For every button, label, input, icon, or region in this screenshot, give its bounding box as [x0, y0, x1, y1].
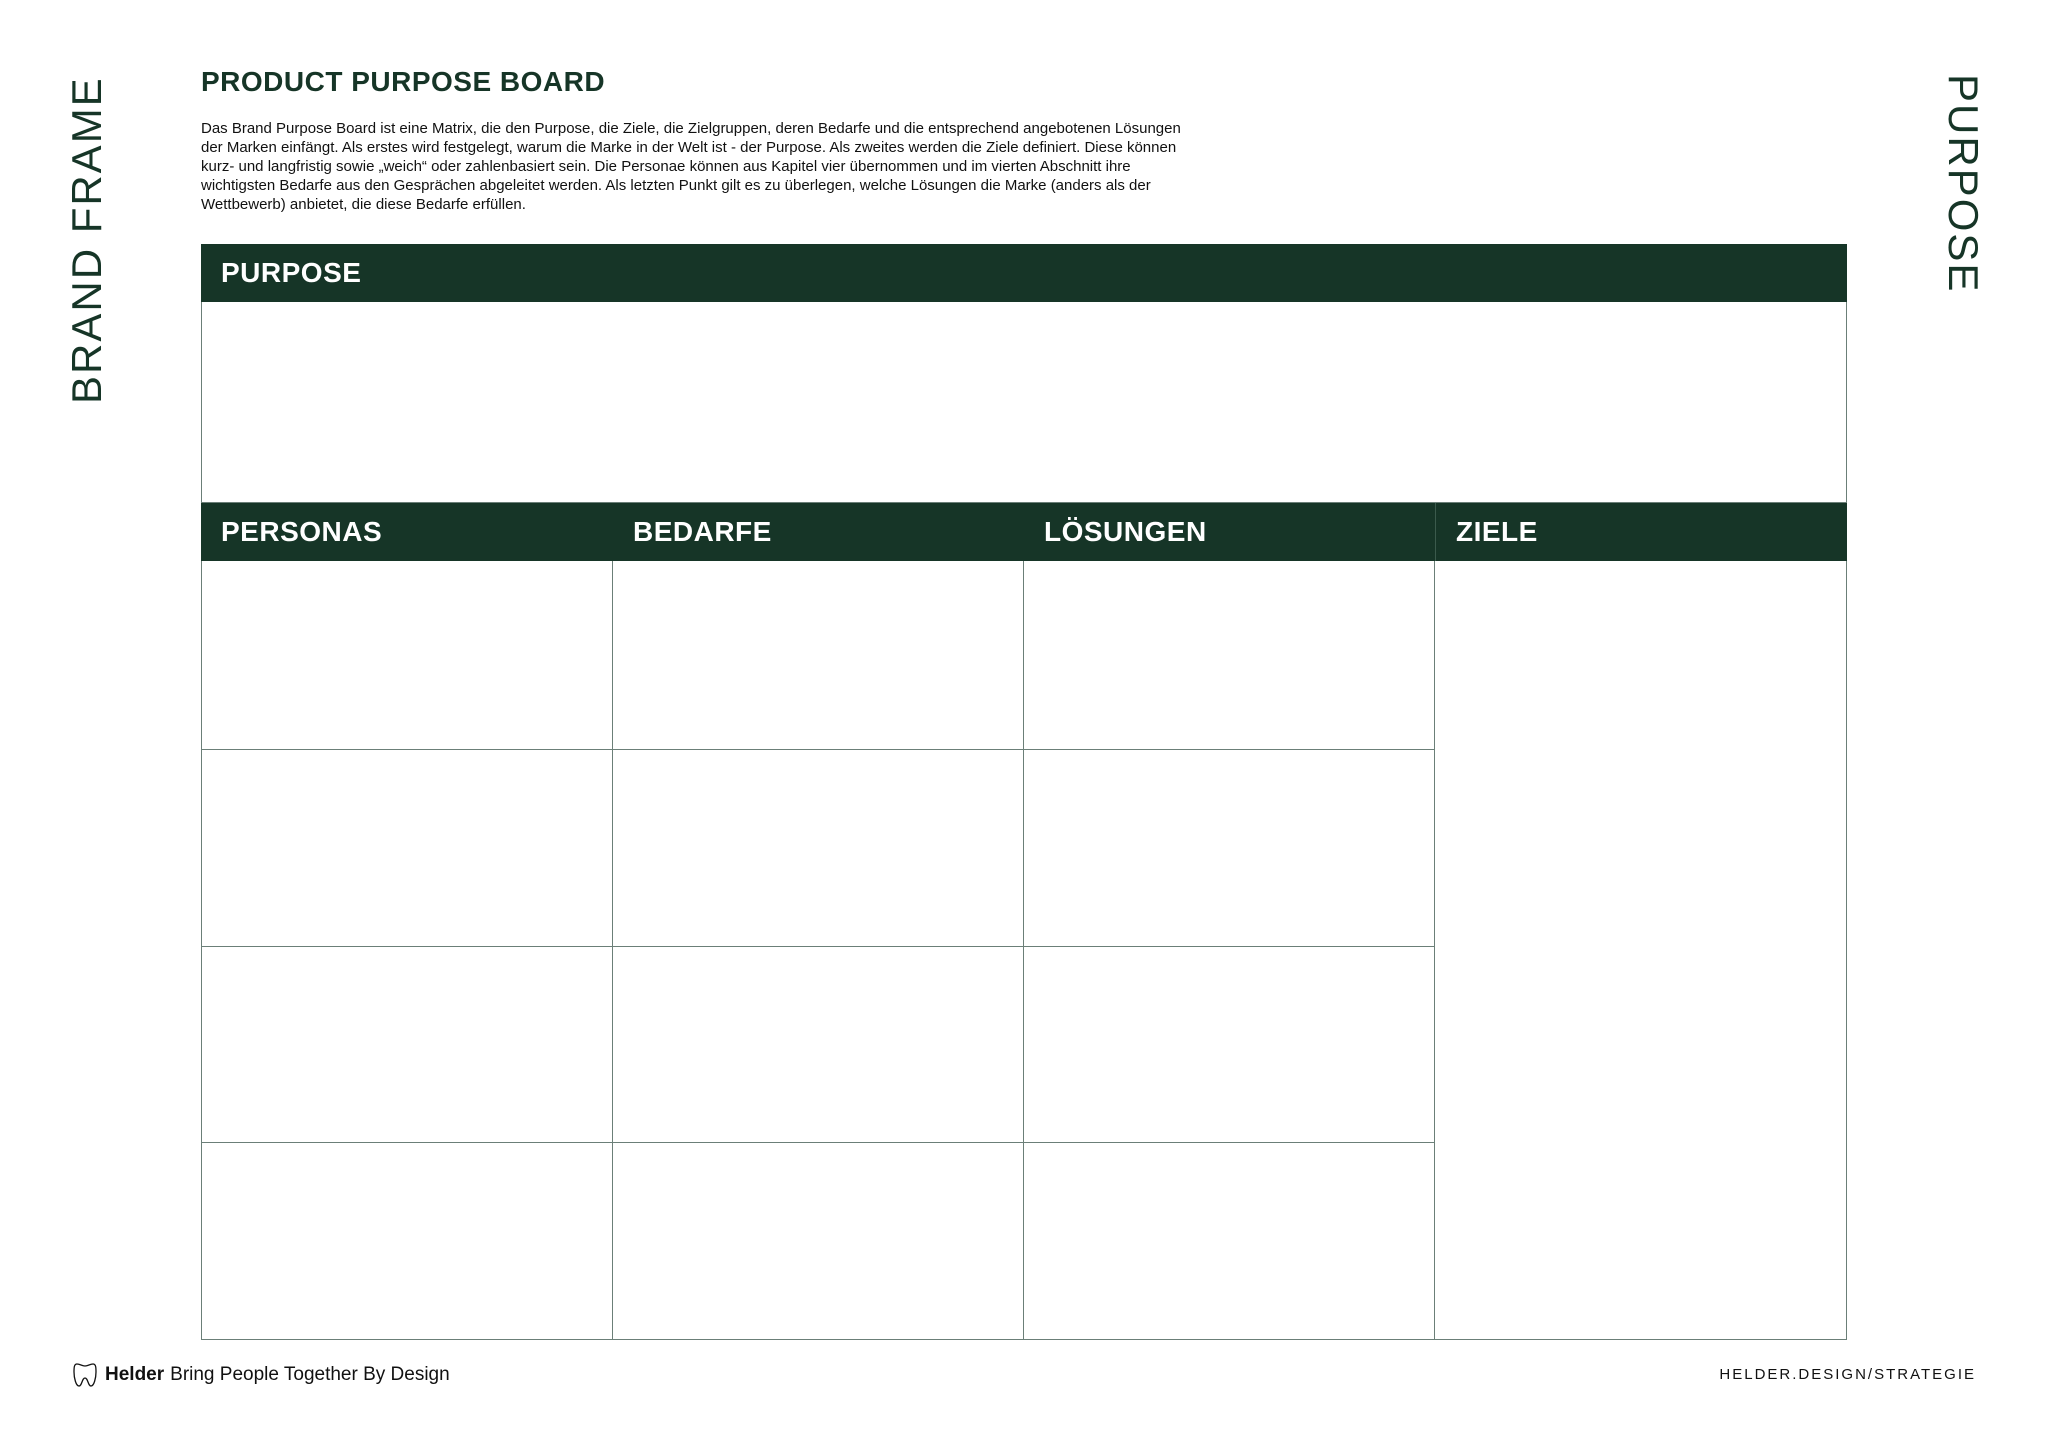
cell-loesungen-2[interactable]: [1024, 750, 1435, 947]
cell-personas-4[interactable]: [201, 1143, 613, 1340]
cell-bedarfe-2[interactable]: [613, 750, 1024, 947]
column-header-loesungen: LÖSUNGEN: [1024, 503, 1435, 561]
footer-brand: [73, 1362, 450, 1388]
page-description: Das Brand Purpose Board ist eine Matrix, die den Purpose, die Ziele, die Zielgruppen, deren Bedarfe und die entsprechend angebotenen Lösungen der Marken einfängt. Als erstes wird festgelegt, warum die Marke in der Welt ist - der Purpose. Als zweites werden die Ziele definiert. Diese können kurz- und langfristig sowie „weich“ oder zahlenbasiert sein. Die Personae können aus Kapitel vier übernommen und im vierten Abschnitt ihre wichtigsten Bedarfe aus den Gesprächen abgeleitet werden. Als letzten Punkt gilt es zu überlegen, welche Lösungen die Marke (anders als der Wettbewerb) anbietet, die diese Bedarfe erfüllen.: [201, 120, 1181, 213]
purpose-field[interactable]: [201, 302, 1847, 503]
footer-url[interactable]: HELDER.DESIGN/STRATEGIE: [1719, 1366, 1976, 1383]
column-header-personas: PERSONAS: [201, 503, 613, 561]
cell-bedarfe-4[interactable]: [613, 1143, 1024, 1340]
column-header-bedarfe: BEDARFE: [613, 503, 1024, 561]
cell-bedarfe-1[interactable]: [613, 561, 1024, 750]
cell-personas-2[interactable]: [201, 750, 613, 947]
side-label-brand-frame: BRAND FRAME: [63, 76, 110, 404]
column-header-ziele: ZIELE: [1435, 503, 1847, 561]
cell-ziele[interactable]: [1435, 561, 1847, 1340]
purpose-board: [201, 244, 1847, 1340]
cell-personas-3[interactable]: [201, 947, 613, 1143]
cell-loesungen-1[interactable]: [1024, 561, 1435, 750]
purpose-header: PURPOSE: [201, 244, 1847, 302]
side-label-purpose: PURPOSE: [1940, 74, 1987, 294]
cell-loesungen-3[interactable]: [1024, 947, 1435, 1143]
footer-tagline: Bring People Together By Design: [170, 1364, 450, 1385]
cell-personas-1[interactable]: [201, 561, 613, 750]
footer-brand-name: Helder: [105, 1364, 165, 1385]
page-title: PRODUCT PURPOSE BOARD: [201, 66, 606, 97]
cell-bedarfe-3[interactable]: [613, 947, 1024, 1143]
helder-logo-icon: [73, 1362, 97, 1388]
cell-loesungen-4[interactable]: [1024, 1143, 1435, 1340]
